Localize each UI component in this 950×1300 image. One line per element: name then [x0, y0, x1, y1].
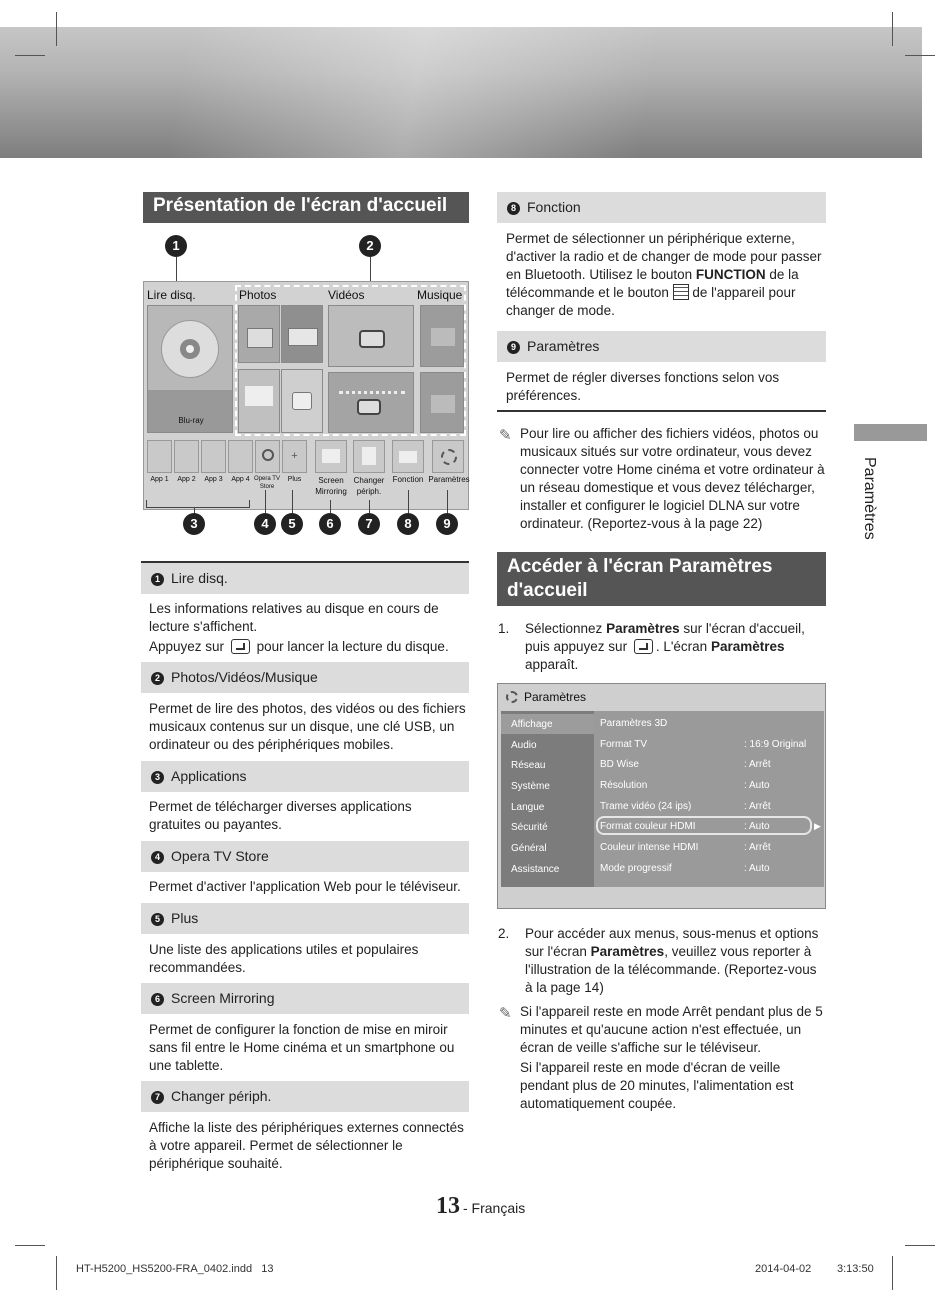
footer-date: 2014-04-02: [755, 1263, 812, 1275]
note-standby-2: Si l'appareil reste en mode d'écran de veille pendant plus de 20 minutes, l'alimentation est automatiquement coupée.: [520, 1060, 794, 1111]
callout-8: 8: [397, 513, 419, 535]
home-screen-illustration: [143, 281, 469, 510]
callout-line: [265, 490, 266, 513]
home-label-photos: Photos: [239, 288, 277, 302]
crop-mark: [56, 1256, 57, 1290]
item-heading-screen-mirroring: 6 Screen Mirroring: [141, 983, 469, 1014]
item-text-parametres: Permet de régler diverses fonctions selon vos préférences.: [506, 370, 780, 403]
music-thumb: [420, 372, 464, 433]
video-thumb: [328, 305, 414, 367]
item-heading-plus: 5 Plus: [141, 903, 469, 934]
settings-menu: [501, 711, 594, 887]
option-value: : Arrêt: [744, 759, 771, 770]
disc-icon: [161, 320, 219, 378]
crop-mark: [15, 55, 45, 56]
settings-screen: [497, 683, 826, 909]
plus-label: Plus: [287, 476, 302, 483]
item-text-screen-mirroring: Permet de configurer la fonction de mise en miroir sans fil entre le Home cinéma et un smartphone ou une tablette.: [149, 1022, 455, 1073]
item-text-lire-disq: Les informations relatives au disque en cours de lecture s'affichent.: [149, 601, 439, 634]
crop-mark: [905, 55, 935, 56]
menu-item-reseau[interactable]: Réseau: [511, 760, 546, 771]
callout-4: 4: [254, 513, 276, 535]
menu-item-general[interactable]: Général: [511, 843, 547, 854]
video-thumb: [328, 372, 414, 433]
footer-file: HT-H5200_HS5200-FRA_0402.indd 13: [76, 1263, 274, 1275]
callout-line: [330, 500, 331, 513]
arrow-right-icon: ▶: [814, 821, 821, 831]
crop-mark: [56, 12, 57, 46]
photo-thumb: [238, 305, 280, 363]
side-tab-bar: [854, 424, 927, 441]
gear-icon: [506, 691, 518, 703]
parametres-label: Paramètres: [428, 475, 470, 484]
menu-item-langue[interactable]: Langue: [511, 802, 545, 813]
option-value: : Auto: [744, 863, 770, 874]
callout-9: 9: [436, 513, 458, 535]
crop-mark: [892, 12, 893, 46]
note-pencil-icon: ✎: [499, 1005, 512, 1022]
item-heading-lire-disq: 1 Lire disq.: [141, 563, 469, 594]
item-heading-photos: 2 Photos/Vidéos/Musique: [141, 662, 469, 693]
side-tab-label: Paramètres: [861, 457, 878, 540]
callout-line: [447, 490, 448, 513]
callout-3: 3: [183, 513, 205, 535]
footer-time: 3:13:50: [837, 1263, 874, 1275]
apps-bracket: [146, 500, 250, 508]
function-button-icon: [673, 284, 689, 300]
music-thumb: [420, 305, 464, 367]
callout-line: [292, 490, 293, 513]
menu-item-securite[interactable]: Sécurité: [511, 822, 548, 833]
app-label: App 4: [231, 476, 250, 483]
crop-mark: [15, 1245, 45, 1246]
home-label-disc: Lire disq.: [147, 288, 196, 302]
option-value: : Arrêt: [744, 801, 771, 812]
option-label[interactable]: Paramètres 3D: [600, 718, 668, 729]
crop-mark: [892, 1256, 893, 1290]
app-label: App 2: [177, 476, 196, 483]
item-heading-fonction: 8 Fonction: [497, 192, 826, 223]
photo-thumb: [238, 369, 280, 433]
home-label-music: Musique: [417, 288, 463, 302]
opera-tile: [255, 440, 280, 473]
item-text-changer: Affiche la liste des périphériques externes connectés à votre appareil. Permet de sélectionner le périphérique souhaité.: [149, 1120, 464, 1171]
option-label[interactable]: Résolution: [600, 780, 648, 791]
disc-tile: [147, 305, 233, 433]
callout-1: 1: [165, 235, 187, 257]
callout-line: [408, 490, 409, 513]
home-label-videos: Vidéos: [328, 288, 365, 302]
fonction-label: Fonction: [392, 475, 424, 484]
item-text-photos: Permet de lire des photos, des vidéos ou des fichiers musicaux contenus sur un disque, une clé USB, un ordinateur ou des périphériques mobiles.: [149, 701, 466, 752]
plus-icon: +: [291, 450, 298, 462]
app-label: App 3: [204, 476, 223, 483]
step-1-number: 1.: [498, 621, 510, 636]
note-pencil-icon: ✎: [499, 427, 512, 444]
app-tile: [228, 440, 253, 473]
item-text-plus: Une liste des applications utiles et populaires recommandées.: [149, 942, 419, 975]
option-label[interactable]: Format TV: [600, 739, 648, 750]
screen-mirroring-label: Screen Mirroring: [315, 476, 347, 496]
callout-5: 5: [281, 513, 303, 535]
item-text-fonction: Permet de sélectionner un périphérique externe, d'activer la radio et de changer de mode pour passer en Bluetooth. Utilisez le bouton FUNCTION de la télécommande et le bouton de l'appareil pour changer de mode.: [506, 231, 822, 318]
item-heading-changer: 7 Changer périph.: [141, 1081, 469, 1112]
option-label-selected[interactable]: Format couleur HDMI: [600, 821, 696, 832]
changer-label: Changer périph.: [353, 476, 385, 496]
step-1-text: Sélectionnez Paramètres sur l'écran d'accueil, puis appuyez sur . L'écran Paramètres apparaît.: [525, 621, 805, 672]
callout-line: [369, 500, 370, 513]
changer-tile: [353, 440, 385, 473]
page-language: - Français: [463, 1200, 526, 1216]
item-text-lire-disq-2: Appuyez sur pour lancer la lecture du disque.: [149, 639, 449, 654]
option-value: : 16:9 Original: [744, 739, 807, 750]
option-label[interactable]: Couleur intense HDMI: [600, 842, 699, 853]
section-title-settings: Accéder à l'écran Paramètres d'accueil: [497, 552, 826, 606]
callout-7: 7: [358, 513, 380, 535]
fonction-tile: [392, 440, 424, 473]
crop-mark: [905, 1245, 935, 1246]
menu-item-systeme[interactable]: Système: [511, 781, 550, 792]
app-tile: [201, 440, 226, 473]
note-dlna: Pour lire ou afficher des fichiers vidéos, photos ou musicaux situés sur votre ordinateur, vous devez connecter votre Home cinéma et votre ordinateur à un réseau domestique et vous devez télécharger, installer et configurer le logiciel DLNA sur votre ordinateur. (Reportez-vous à la page 22): [520, 426, 825, 531]
callout-2: 2: [359, 235, 381, 257]
item-text-opera: Permet d'activer l'application Web pour le téléviseur.: [149, 879, 461, 894]
settings-options: [594, 711, 824, 887]
divider: [497, 410, 826, 412]
parametres-tile: [432, 440, 464, 473]
menu-item-assistance[interactable]: Assistance: [511, 864, 560, 875]
callout-6: 6: [319, 513, 341, 535]
option-label[interactable]: Mode progressif: [600, 863, 672, 874]
option-label[interactable]: Trame vidéo (24 ips): [600, 801, 692, 812]
item-heading-applications: 3 Applications: [141, 761, 469, 792]
step-2-text: Pour accéder aux menus, sous-menus et options sur l'écran Paramètres, veuillez vous reporter à l'illustration de la télécommande. (Reportez-vous à la page 14): [525, 926, 819, 995]
bluray-label: Blu-ray: [178, 416, 204, 425]
app-label: App 1: [150, 476, 169, 483]
item-text-applications: Permet de télécharger diverses applications gratuites ou payantes.: [149, 799, 412, 832]
item-heading-parametres: 9 Paramètres: [497, 331, 826, 362]
menu-item-affichage[interactable]: Affichage: [511, 719, 553, 730]
header-banner: [0, 27, 922, 158]
opera-label: Opera TV Store: [254, 476, 280, 490]
page-number: 13: [436, 1193, 460, 1219]
option-value: : Arrêt: [744, 842, 771, 853]
item-heading-opera: 4 Opera TV Store: [141, 841, 469, 872]
app-tile: [147, 440, 172, 473]
enter-button-icon: [231, 639, 250, 654]
photo-thumb: [281, 369, 323, 433]
option-label[interactable]: BD Wise: [600, 759, 639, 770]
note-standby-1: Si l'appareil reste en mode Arrêt pendant plus de 5 minutes et qu'aucune action n'est effectuée, un écran de veille s'affiche sur le téléviseur.: [520, 1004, 823, 1055]
plus-tile: [282, 440, 307, 473]
photo-thumb: [281, 305, 323, 363]
enter-button-icon: [634, 639, 653, 654]
screen-mirroring-tile: [315, 440, 347, 473]
section-title-home: Présentation de l'écran d'accueil: [143, 192, 469, 223]
option-value: : Auto: [744, 780, 770, 791]
app-tile: [174, 440, 199, 473]
settings-screen-header: Paramètres: [506, 690, 586, 704]
menu-item-audio[interactable]: Audio: [511, 740, 537, 751]
option-value: : Auto: [744, 821, 770, 832]
step-2-number: 2.: [498, 926, 510, 941]
